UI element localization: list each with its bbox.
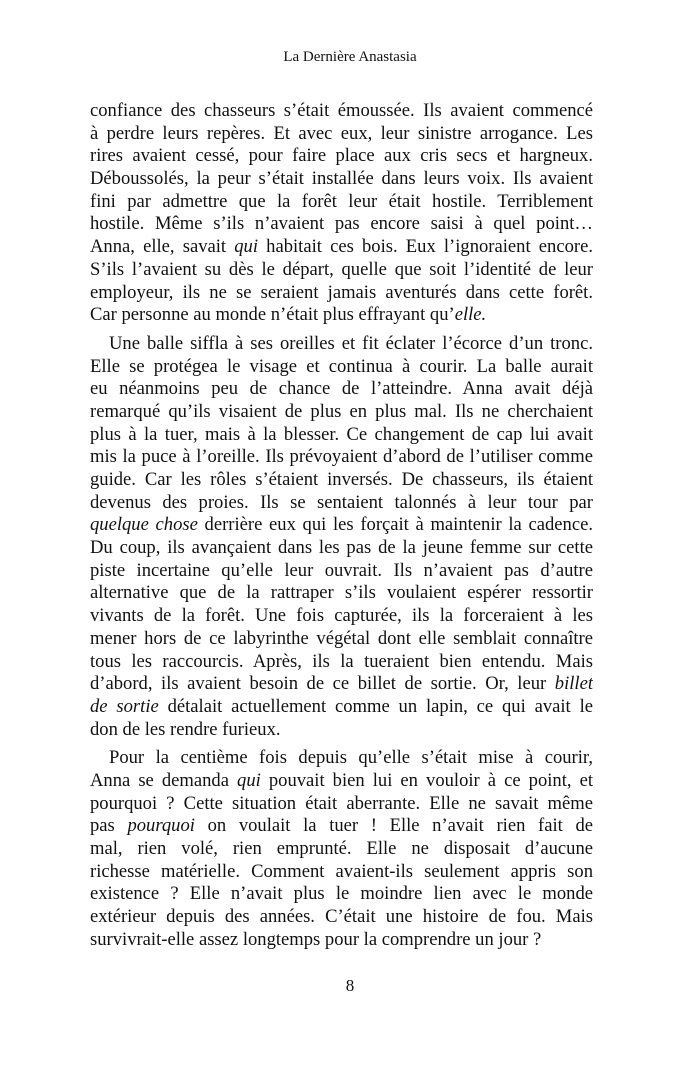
text-line [90,492,593,515]
text-span: pourquoi ? Cette situation était aberrante. Elle ne savait même [90,792,593,814]
body-text [90,100,593,957]
text-span: Une balle siffla à ses oreilles et fit éclater l’écorce d’un tronc. [109,332,593,354]
text-span: pouvait bien lui en vouloir à ce point, et [260,769,593,791]
text-span: survivrait-elle assez longtemps pour la comprendre un jour ? [90,928,542,950]
text-line [90,719,593,742]
text-line [90,356,593,379]
text-line [90,906,593,929]
text-line [90,605,593,628]
text-span: guide. Car les rôles s’étaient inversés. De chasseurs, ils étaient [90,469,593,490]
text-line [90,770,593,793]
text-span: rires avaient cessé, pour faire place aux cris secs et hargneux. [90,145,593,167]
text-line [90,673,593,696]
text-span: existence ? Elle n’avait plus le moindre lien avec le monde [90,883,593,905]
page-number: 8 [345,976,355,995]
text-line [90,378,593,401]
text-span: tous les raccourcis. Après, ils la tueraient bien entendu. Mais [90,650,593,672]
text-line [90,651,593,674]
text-span: piste incertaine qu’elle leur ouvrait. Ils n’avaient pas d’autre [90,559,593,581]
text-span: eu néanmoins peu de chance de l’atteindre. Anna avait déjà [90,378,593,400]
italic-text: quelque chose [90,514,198,536]
italic-text: billet [554,673,593,695]
italic-text: elle. [454,304,487,326]
text-line [90,333,593,356]
text-span: détalait actuellement comme un lapin, ce qui avait le [158,695,593,717]
paragraph [90,100,593,327]
text-line [90,582,593,605]
text-span: fini par admettre que la forêt leur était hostile. Terriblement [90,190,593,212]
text-span: derrière eux qui les forçait à maintenir la cadence. [197,514,593,536]
text-span: pas [90,815,128,837]
italic-text: qui [234,236,259,258]
text-line [90,100,593,123]
text-line [90,424,593,447]
paragraph [90,747,593,951]
text-span: on voulait la tuer ! Elle n’avait rien fait de [194,815,593,837]
text-span: à perdre leurs repères. Et avec eux, leur sinistre arrogance. Les [90,122,593,144]
text-span: employeur, ils ne se seraient jamais aventurés dans cette forêt. [90,281,593,303]
text-span: Anna se demanda [90,769,238,791]
text-line [90,123,593,146]
text-line [90,401,593,424]
text-span: remarqué qu’ils visaient de plus en plus mal. Ils ne cherchaient [90,400,593,422]
text-line [90,446,593,469]
italic-text: pourquoi [127,815,195,837]
text-span: S’ils l’avaient su dès le départ, quelle que soit l’identité de leur [90,258,593,280]
text-span: habitait ces bois. Eux l’ignoraient encore. [258,236,593,258]
text-span: mener hors de ce labyrinthe végétal dont elle semblait connaître [90,627,593,649]
text-line [90,929,593,952]
text-span: Elle se protégea le visage et continua à courir. La balle aurait [90,355,593,377]
text-span: alternative que de la rattraper s’ils voulaient espérer ressortir [90,582,593,604]
text-span: vivants de la forêt. Une fois capturée, ils la forceraient à les [90,605,593,627]
text-line [90,793,593,816]
text-span: don de les rendre furieux. [90,718,281,740]
text-line [90,861,593,884]
text-span: Anna, elle, savait [90,236,235,258]
text-span: Pour la centième fois depuis qu’elle s’était mise à courir, [109,747,593,769]
text-line [90,259,593,282]
text-line [90,628,593,651]
text-line [90,537,593,560]
text-span: extérieur depuis des années. C’était une histoire de fou. Mais [90,906,593,928]
text-span: mal, rien volé, rien emprunté. Elle ne disposait d’aucune [90,838,593,859]
text-line [90,304,593,327]
text-line [90,145,593,168]
text-span: d’abord, ils avaient besoin de ce billet de sortie. Or, leur [90,673,555,695]
text-line [90,236,593,259]
paragraph [90,333,593,741]
text-line [90,815,593,838]
text-line [90,168,593,191]
text-line [90,191,593,214]
text-line [90,883,593,906]
text-span: hostile. Même s’ils n’avaient pas encore saisi à quel point… [90,213,593,235]
italic-text: qui [237,769,261,791]
text-span: confiance des chasseurs s’était émoussée. Ils avaient commencé [90,100,593,121]
text-span: plus à la tuer, mais à la blesser. Ce changement de cap lui avait [90,423,593,445]
text-line [90,838,593,861]
text-span: richesse matérielle. Comment avaient-ils seulement appris son [90,860,593,882]
running-head: La Dernière Anastasia [283,49,417,65]
text-line [90,282,593,305]
text-line [90,696,593,719]
text-line [90,514,593,537]
italic-text: de sortie [90,695,159,717]
text-span: Du coup, ils avançaient dans les pas de la jeune femme sur cette [90,537,593,559]
text-line [90,213,593,236]
text-line [90,469,593,492]
text-line [90,560,593,583]
text-line [90,747,593,770]
text-span: Car personne au monde n’était plus effrayant qu’ [90,304,455,326]
text-span: devenus des proies. Ils se sentaient talonnés à leur tour par [90,491,593,513]
text-span: mis la puce à l’oreille. Ils prévoyaient d’abord de l’utiliser comme [90,446,593,468]
text-span: Déboussolés, la peur s’était installée dans leurs voix. Ils avaient [90,168,593,190]
